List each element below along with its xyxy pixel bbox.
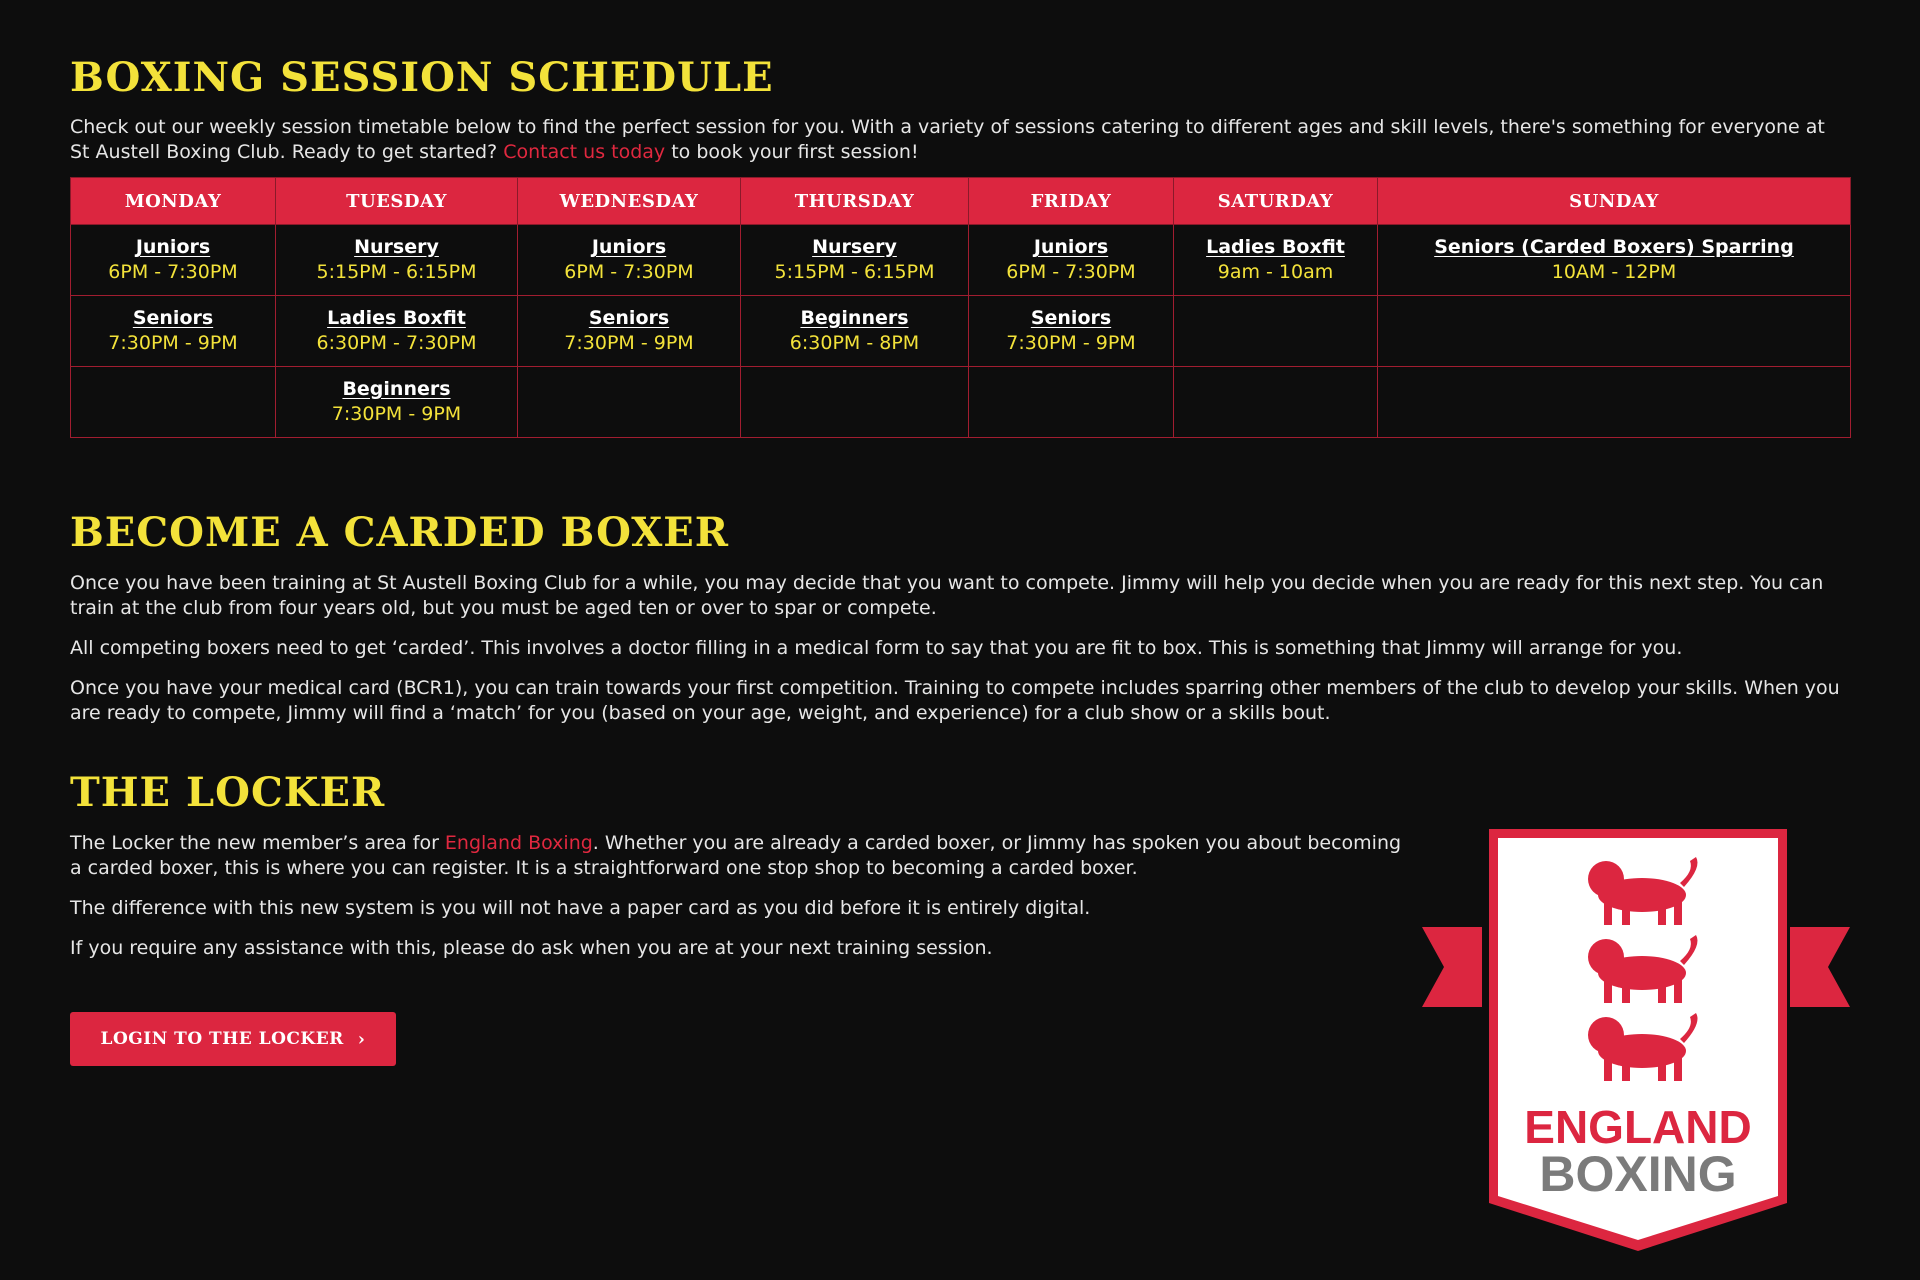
session-time: 6PM - 7:30PM <box>564 261 694 283</box>
session-link[interactable]: Seniors <box>588 307 670 329</box>
england-boxing-link[interactable]: England Boxing <box>444 832 593 854</box>
schedule-intro <box>70 115 1850 165</box>
day-header: SUNDAY <box>1378 178 1851 225</box>
session-time: 5:15PM - 6:15PM <box>774 261 935 283</box>
carded-paragraph: Once you have your medical card (BCR1), you can train towards your first competition. Training to compete includes sparring other members of the club to develop your skills. When you are ready to compete, Jimmy will find a ‘match’ for you (based on your age, weight, and experience) for a club show or a skills bout. <box>70 677 1840 724</box>
session-link[interactable]: Juniors <box>135 236 211 258</box>
contact-us-link[interactable]: Contact us today <box>503 141 666 163</box>
schedule-table <box>70 177 1851 438</box>
locker-paragraph: If you require any assistance with this, please do ask when you are at your next training session. <box>70 937 993 959</box>
logo-text-england: ENGLAND <box>1524 1101 1752 1153</box>
day-header: TUESDAY <box>276 178 518 225</box>
locker-text-start: The Locker the new member’s area for <box>70 832 445 854</box>
login-locker-label: LOGIN TO THE LOCKER <box>100 1029 344 1049</box>
session-link[interactable]: Nursery <box>812 236 897 258</box>
session-link[interactable]: Juniors <box>591 236 667 258</box>
schedule-cell <box>71 367 276 438</box>
carded-paragraph: Once you have been training at St Austell Boxing Club for a while, you may decide that you want to compete. Jimmy will help you decide when you are ready for this next step. You can train at the club from four years old, but you must be aged ten or over to spar or compete. <box>70 572 1824 619</box>
session-time: 6:30PM - 7:30PM <box>316 332 477 354</box>
session-time: 7:30PM - 9PM <box>564 332 694 354</box>
locker-paragraph: The difference with this new system is you will not have a paper card as you did before it is entirely digital. <box>70 897 1091 919</box>
schedule-section <box>70 54 1850 425</box>
schedule-cell <box>71 296 276 367</box>
session-time: 7:30PM - 9PM <box>331 403 462 425</box>
schedule-cell <box>276 296 518 367</box>
session-link[interactable]: Ladies Boxfit <box>1206 236 1345 258</box>
schedule-cell <box>741 225 969 296</box>
schedule-cell <box>1378 225 1851 296</box>
session-link[interactable]: Nursery <box>354 236 439 258</box>
session-link[interactable]: Seniors <box>132 307 214 329</box>
schedule-heading: BOXING SESSION SCHEDULE <box>70 54 774 101</box>
session-time: 9am - 10am <box>1217 261 1334 283</box>
schedule-cell <box>71 225 276 296</box>
carded-section <box>70 509 1850 741</box>
session-time: 7:30PM - 9PM <box>1006 332 1136 354</box>
locker-text-end: . Whether you are already a carded boxer, or Jimmy has spoken you about becoming a carded boxer, this is where you can register. It is a straightforward one stop shop to becoming a carded boxer. <box>70 832 1402 879</box>
schedule-cell <box>518 296 741 367</box>
schedule-row <box>71 225 1851 296</box>
schedule-cell <box>518 367 741 438</box>
session-link[interactable]: Beginners <box>342 378 451 400</box>
schedule-cell <box>1378 296 1851 367</box>
carded-heading: BECOME A CARDED BOXER <box>70 509 729 556</box>
schedule-body <box>71 225 1851 438</box>
login-locker-button[interactable] <box>70 1012 396 1066</box>
schedule-row <box>71 367 1851 438</box>
session-time: 6:30PM - 8PM <box>789 332 920 354</box>
schedule-cell <box>1174 296 1378 367</box>
session-time: 10AM - 12PM <box>1551 261 1677 283</box>
locker-text <box>70 831 1410 961</box>
session-link[interactable]: Seniors (Carded Boxers) Sparring <box>1434 236 1794 258</box>
session-time: 7:30PM - 9PM <box>108 332 238 354</box>
locker-paragraph <box>70 831 1410 881</box>
day-header: WEDNESDAY <box>518 178 741 225</box>
session-link[interactable]: Juniors <box>1033 236 1109 258</box>
schedule-row <box>71 296 1851 367</box>
schedule-cell <box>1174 367 1378 438</box>
schedule-cell <box>276 367 518 438</box>
logo-text-boxing: BOXING <box>1539 1146 1737 1202</box>
day-header: MONDAY <box>71 178 276 225</box>
schedule-cell <box>276 225 518 296</box>
schedule-cell <box>741 367 969 438</box>
schedule-cell <box>1378 367 1851 438</box>
england-boxing-logo <box>1422 825 1850 1255</box>
day-header: THURSDAY <box>741 178 969 225</box>
session-time: 5:15PM - 6:15PM <box>316 261 477 283</box>
day-header: SATURDAY <box>1174 178 1378 225</box>
session-link[interactable]: Beginners <box>800 307 909 329</box>
session-link[interactable]: Ladies Boxfit <box>327 307 466 329</box>
schedule-cell <box>969 296 1174 367</box>
carded-paragraph: All competing boxers need to get ‘carded’. This involves a doctor filling in a medical form to say that you are fit to box. This is something that Jimmy will arrange for you. <box>70 637 1683 659</box>
session-link[interactable]: Seniors <box>1030 307 1112 329</box>
schedule-header <box>71 178 1851 225</box>
schedule-cell <box>741 296 969 367</box>
intro-text: Check out our weekly session timetable below to find the perfect session for you. With a variety of sessions catering to different ages and skill levels, there's something for everyone at St Austell Boxing Club. Ready to get started? <box>70 116 1825 163</box>
session-time: 6PM - 7:30PM <box>1006 261 1136 283</box>
locker-heading: THE LOCKER <box>70 769 386 816</box>
schedule-cell <box>1174 225 1378 296</box>
day-header: FRIDAY <box>969 178 1174 225</box>
schedule-cell <box>969 367 1174 438</box>
schedule-cell <box>518 225 741 296</box>
schedule-cell <box>969 225 1174 296</box>
session-time: 6PM - 7:30PM <box>108 261 238 283</box>
chevron-right-icon: › <box>357 1028 366 1050</box>
intro-text-end: to book your first session! <box>665 141 919 163</box>
